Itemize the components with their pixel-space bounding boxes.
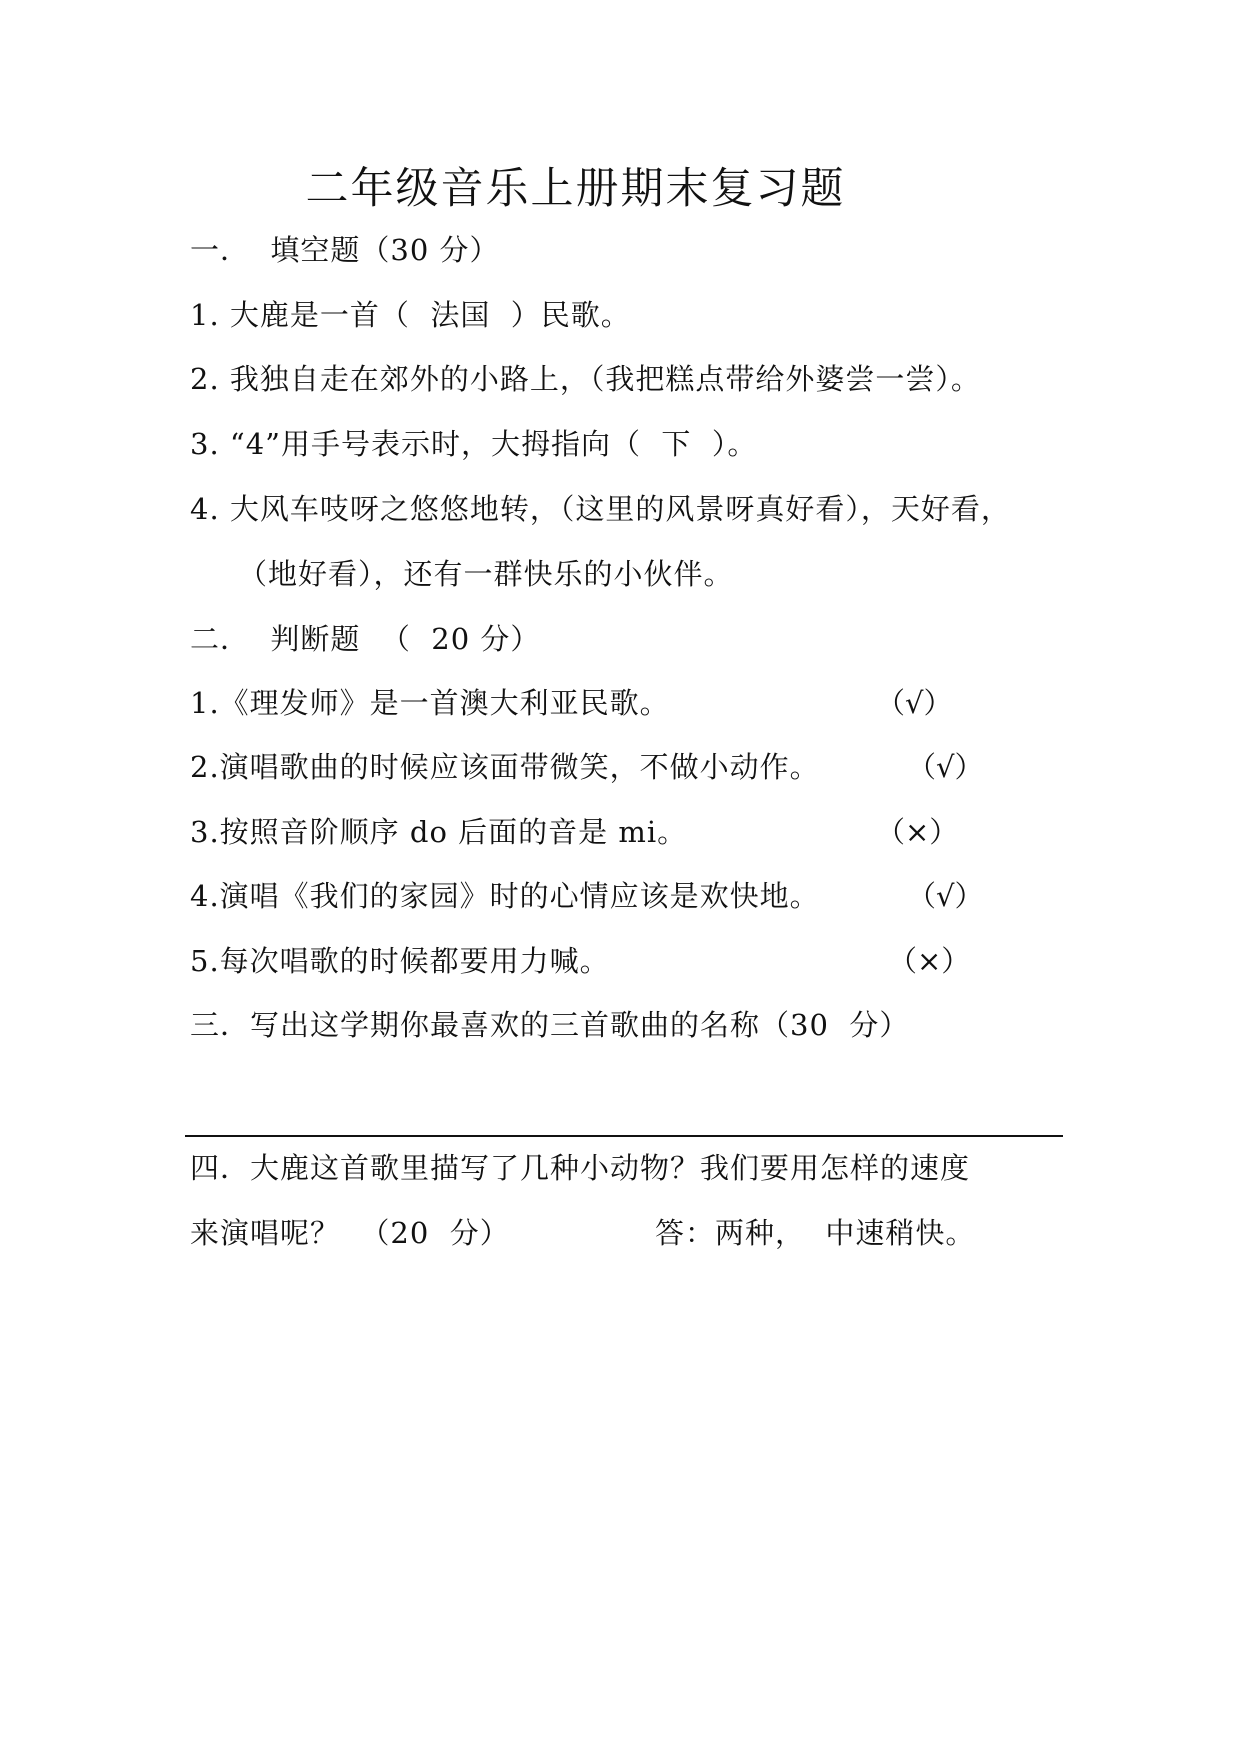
section-3-heading: 三．写出这学期你最喜欢的三首歌曲的名称（30 分） [190,1008,910,1042]
section-2-heading: 二． 判断题 （ 20 分） [190,622,541,656]
section-4-heading-line-1: 四．大鹿这首歌里描写了几种小动物？我们要用怎样的速度 [190,1151,971,1185]
section-4-answer: 答：两种， 中速稍快。 [655,1216,976,1250]
section-1-heading: 一． 填空题（30 分） [190,233,500,267]
judgment-item-5: 5.每次唱歌的时候都要用力喊。 [190,944,610,978]
judgment-mark-1: （√） [876,686,953,720]
judgment-item-2: 2.演唱歌曲的时候应该面带微笑，不做小动作。 [190,750,820,784]
judgment-mark-3: （×） [876,815,959,849]
judgment-mark-5: （×） [888,944,971,978]
judgment-item-3: 3.按照音阶顺序 do 后面的音是 mi。 [190,815,688,849]
page-title: 二年级音乐上册期末复习题 [305,164,846,214]
question-1-3: 3. “4”用手号表示时，大拇指向（ 下 ）。 [190,427,758,461]
judgment-item-4: 4.演唱《我们的家园》时的心情应该是欢快地。 [190,879,820,913]
question-1-4-line-2: （地好看），还有一群快乐的小伙伴。 [238,557,734,591]
judgment-mark-4: （√） [907,879,984,913]
question-1-2: 2. 我独自走在郊外的小路上，（我把糕点带给外婆尝一尝）。 [190,362,981,396]
question-1-4-line-1: 4. 大风车吱呀之悠悠地转，（这里的风景呀真好看），天好看， [190,492,1011,526]
judgment-mark-2: （√） [907,750,984,784]
answer-line [185,1135,1063,1137]
question-1-1: 1. 大鹿是一首（ 法国 ）民歌。 [190,298,631,332]
section-4-heading-line-2: 来演唱呢？ （20 分） [190,1216,510,1250]
judgment-item-1: 1.《理发师》是一首澳大利亚民歌。 [190,686,670,720]
